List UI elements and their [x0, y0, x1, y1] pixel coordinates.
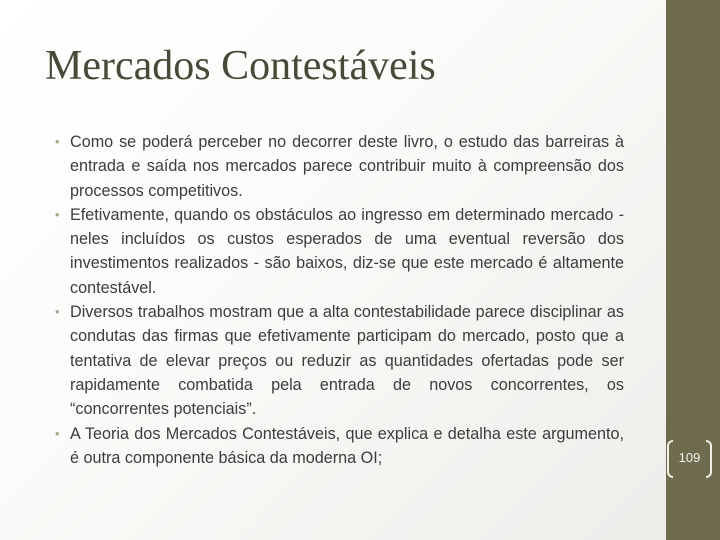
bullet-item [48, 130, 624, 203]
bullet-icon: • [55, 304, 60, 320]
slide-title: Mercados Contestáveis [45, 43, 436, 89]
page-number: 109 [678, 450, 701, 465]
bullet-item [48, 203, 624, 300]
bullet-icon: • [55, 206, 60, 222]
bullet-icon: • [55, 134, 60, 149]
bullet-text: Diversos trabalhos mostram que a alta contestabilidade parece disciplinar as condutas das firmas que efetivamente participam do mercado, posto que a tentativa de elevar preços ou reduzir as quantidades ofertadas pode ser rapidamente combatida pela entrada de novos concorrentes, os “concorrentes potenciais”. [70, 303, 624, 419]
page-number-badge [667, 440, 712, 480]
bullet-item [48, 300, 624, 421]
bullet-list [48, 130, 624, 470]
right-bracket-icon [706, 440, 712, 478]
bullet-text: Efetivamente, quando os obstáculos ao ingresso em determinado mercado - neles incluídos os custos esperados de uma eventual reversão dos investimentos realizados - são baixos, diz-se que este mercado é altamente contestável. [70, 205, 624, 297]
bullet-item [48, 422, 624, 471]
bullet-text: A Teoria dos Mercados Contestáveis, que explica e detalha este argumento, é outra componente básica da moderna OI; [70, 424, 624, 467]
bullet-icon: • [55, 425, 60, 441]
bullet-text: Como se poderá perceber no decorrer deste livro, o estudo das barreiras à entrada e saída nos mercados parece contribuir muito à compreensão dos processos competitivos. [70, 133, 624, 200]
